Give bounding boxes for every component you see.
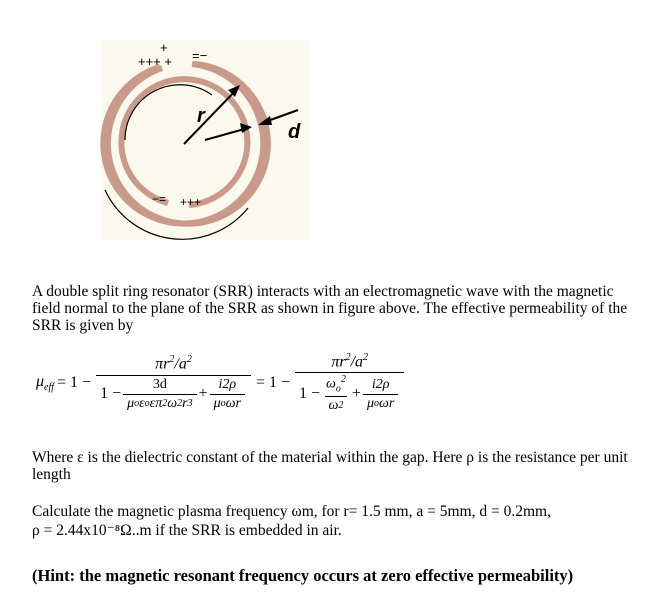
paragraph3-line2: ρ = 2.44x10⁻⁸Ω..m if the SRR is embedded in air. bbox=[32, 522, 342, 539]
paragraph2-line1: Where ε is the dielectric constant of the material within the gap. Here ρ is the resistance per unit bbox=[32, 449, 628, 466]
split-ring-resonator-figure bbox=[100, 30, 320, 260]
charges-plus-bottom: +++ bbox=[180, 195, 202, 209]
charges-plus-top: +++ + bbox=[138, 54, 172, 69]
paragraph1-line3: SRR is given by bbox=[32, 317, 134, 334]
paragraph2-line2: length bbox=[32, 466, 71, 483]
svg-text:+: + bbox=[160, 40, 168, 55]
charges-minus-top: =− bbox=[192, 48, 208, 63]
label-r: r bbox=[197, 105, 205, 127]
charges-minus-bottom: −= bbox=[152, 192, 167, 206]
permeability-equation: $\mu_{eff}$ = 1 − $\pi r^2/a^2$ 1 − 3d μ o ε o επ 2 ω 2 r 3 + i2ρ μ o ωr = 1 − $\pi r^2/a^2$ 1 − $\omega_o^2$ ω 2 + i2ρ μ o ωr bbox=[36, 352, 406, 414]
hint-text: (Hint: the magnetic resonant frequency occurs at zero effective permeability) bbox=[32, 566, 574, 585]
label-d: d bbox=[288, 121, 301, 143]
paragraph3-line1: Calculate the magnetic plasma frequency ωm, for r= 1.5 mm, a = 5mm, d = 0.2mm, bbox=[32, 503, 551, 520]
paragraph1-line2: field normal to the plane of the SRR as shown in figure above. The effective permeability of the bbox=[32, 300, 628, 317]
paragraph1-line1: A double split ring resonator (SRR) interacts with an electromagnetic wave with the magnetic bbox=[32, 283, 614, 300]
